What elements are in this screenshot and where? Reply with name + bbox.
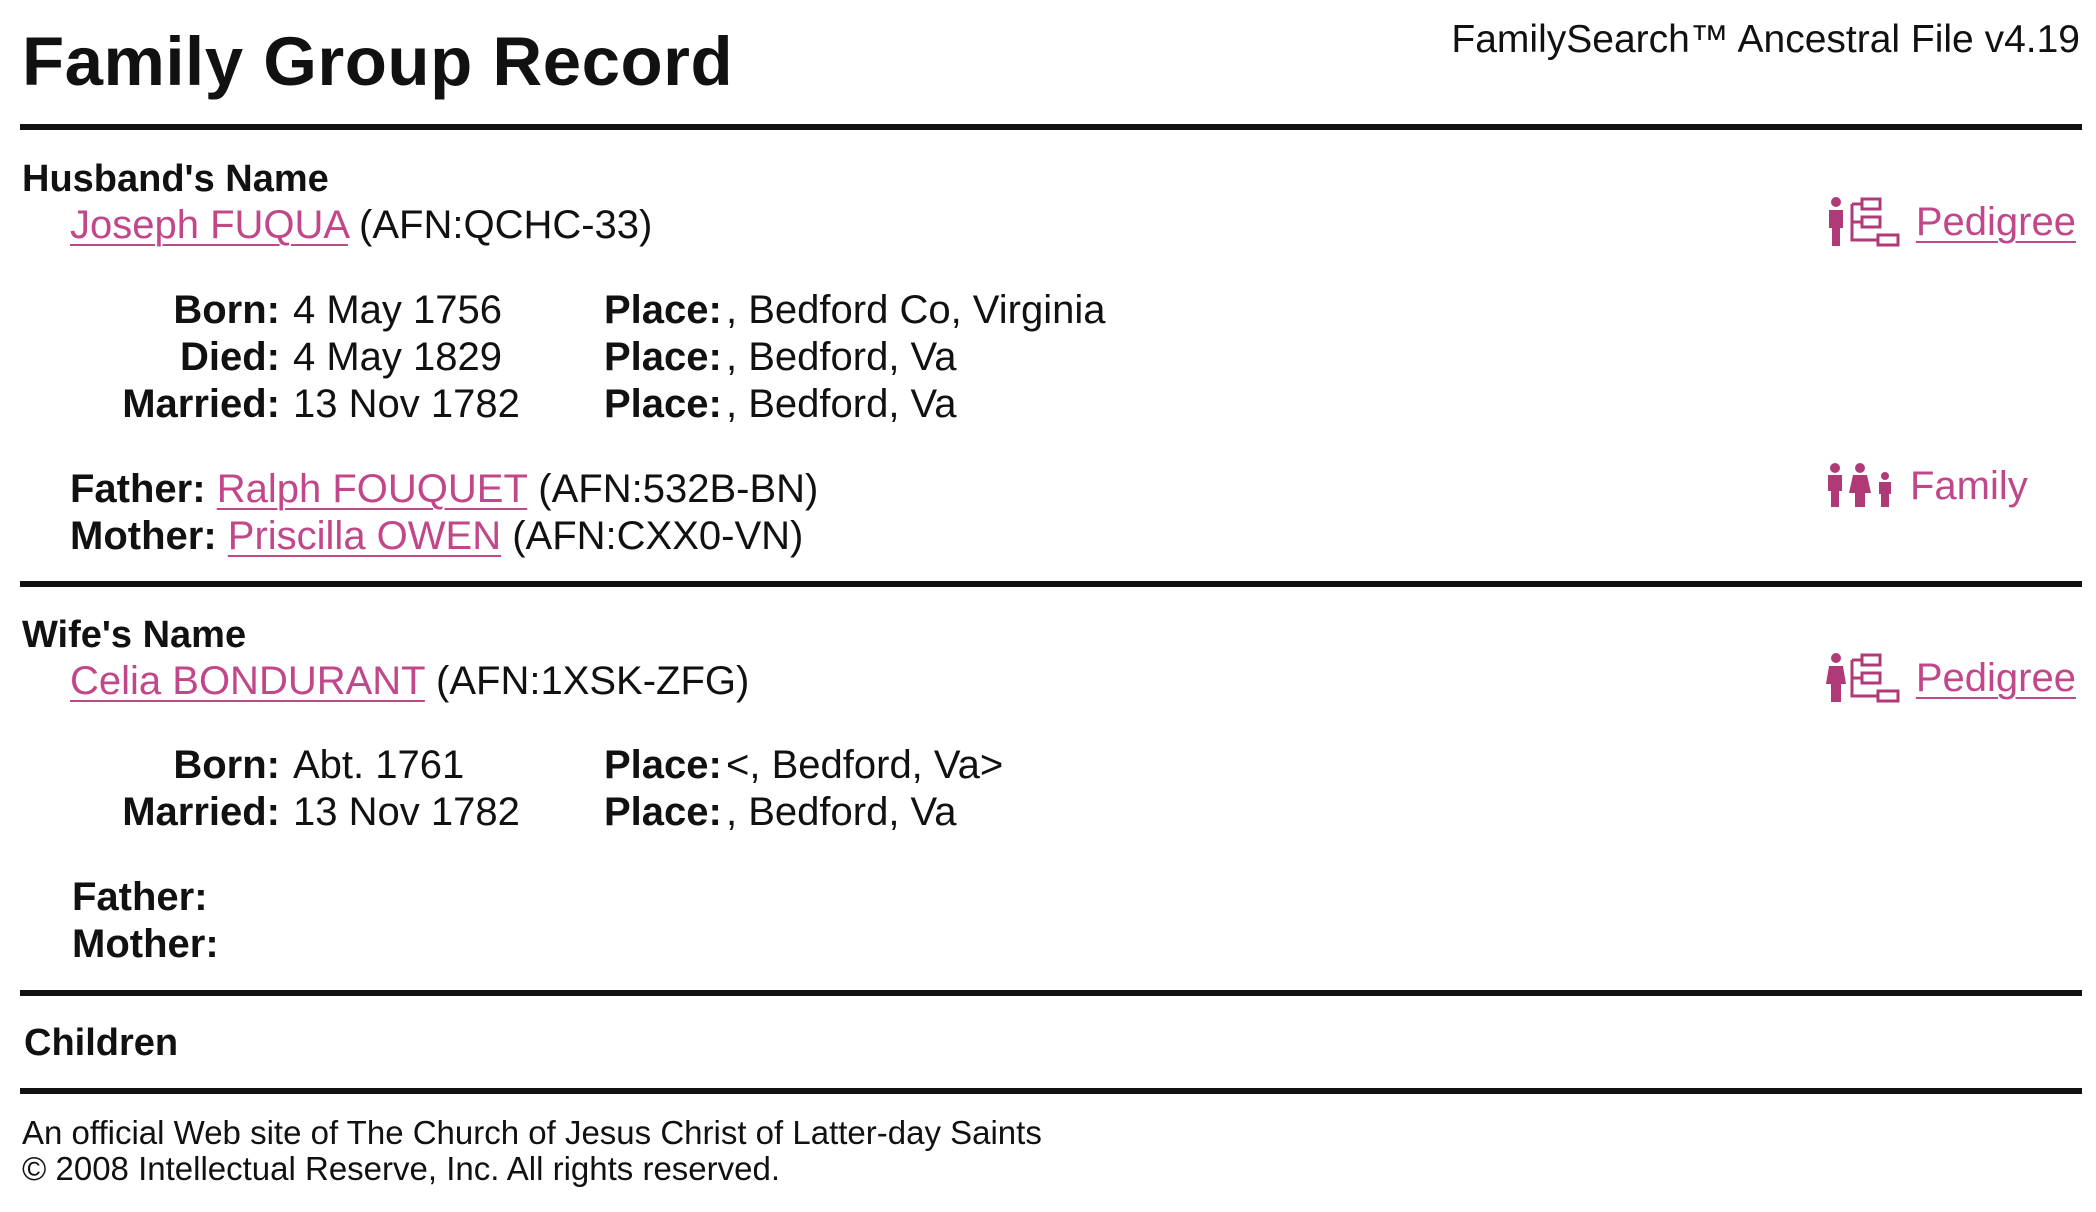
wife-married-place-label: Place: (604, 790, 722, 834)
wife-married-label: Married: (122, 790, 280, 834)
footer-copyright: © 2008 Intellectual Reserve, Inc. All rights reserved. (22, 1150, 781, 1187)
husband-married-place: , Bedford, Va (726, 382, 957, 426)
wife-afn: (AFN:1XSK-ZFG) (436, 659, 750, 703)
wife-name-line (70, 659, 749, 704)
family-icon (1826, 463, 1896, 509)
husband-died-label: Died: (180, 335, 280, 379)
wife-born-place: <, Bedford, Va> (726, 743, 1004, 787)
husband-born-date: 4 May 1756 (293, 288, 503, 332)
family-label[interactable]: Family (1910, 463, 2028, 508)
family-link[interactable] (1826, 463, 2028, 509)
husband-died-date: 4 May 1829 (293, 335, 503, 379)
husband-father-line (70, 467, 818, 512)
mother-name-link[interactable]: Priscilla OWEN (227, 514, 502, 558)
husband-died-place-label: Place: (604, 335, 722, 379)
pedigree-label[interactable]: Pedigree (1915, 655, 2076, 700)
wife-name-link[interactable]: Celia BONDURANT (70, 659, 425, 703)
wife-born-label: Born: (173, 743, 280, 787)
children-divider (20, 1088, 2082, 1094)
father-afn: (AFN:532B-BN) (538, 467, 819, 511)
husband-afn: (AFN:QCHC-33) (359, 203, 653, 247)
wife-born-date: Abt. 1761 (293, 743, 465, 787)
wife-father-label: Father: (72, 875, 208, 919)
husband-married-label: Married: (122, 382, 280, 426)
mother-label: Mother: (70, 514, 217, 558)
pedigree-icon (1826, 652, 1902, 704)
pedigree-icon (1826, 196, 1902, 248)
wife-pedigree-link[interactable] (1826, 652, 2076, 704)
wife-mother-label: Mother: (72, 922, 219, 966)
husband-pedigree-link[interactable] (1826, 196, 2076, 248)
product-version: FamilySearch™ Ancestral File v4.19 (1451, 18, 2080, 61)
husband-born-place-label: Place: (604, 288, 722, 332)
wife-heading: Wife's Name (22, 614, 247, 656)
wife-married-place: , Bedford, Va (726, 790, 957, 834)
header-divider (20, 124, 2082, 130)
husband-married-place-label: Place: (604, 382, 722, 426)
husband-married-date: 13 Nov 1782 (293, 382, 520, 426)
husband-born-label: Born: (173, 288, 280, 332)
husband-died-place: , Bedford, Va (726, 335, 957, 379)
father-name-link[interactable]: Ralph FOUQUET (216, 467, 528, 511)
wife-married-date: 13 Nov 1782 (293, 790, 520, 834)
husband-born-place: , Bedford Co, Virginia (726, 288, 1106, 332)
husband-heading: Husband's Name (22, 158, 329, 200)
page-title: Family Group Record (22, 23, 734, 100)
wife-born-place-label: Place: (604, 743, 722, 787)
wife-divider (20, 990, 2082, 996)
children-heading: Children (24, 1022, 179, 1064)
footer-official-site: An official Web site of The Church of Jesus Christ of Latter-day Saints (22, 1114, 1042, 1151)
husband-name-line (70, 203, 652, 248)
mother-afn: (AFN:CXX0-VN) (512, 514, 804, 558)
husband-name-link[interactable]: Joseph FUQUA (70, 203, 348, 247)
pedigree-label[interactable]: Pedigree (1915, 199, 2076, 244)
husband-divider (20, 581, 2082, 587)
husband-mother-line (70, 514, 803, 559)
father-label: Father: (70, 467, 206, 511)
